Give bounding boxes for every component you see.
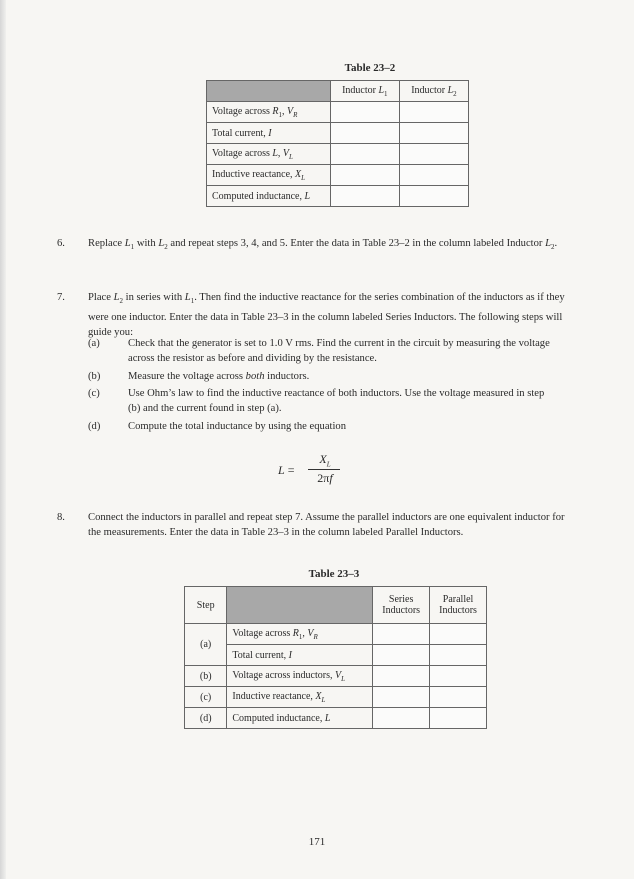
equation-numerator: $X_L$ [319,452,331,469]
table-row-label: Inductive reactance, $X_L$ [227,687,373,708]
substep-a-label: (a) [88,338,100,349]
data-cell[interactable] [330,165,399,186]
table-row-label: Total current, I [227,645,373,666]
data-cell[interactable] [430,687,487,708]
column-header-step: Step [185,587,227,624]
table-row-label: Voltage across $R_1$, $V_R$ [227,624,373,645]
table-23-2-caption: Table 23–2 [344,62,396,74]
data-cell[interactable] [373,687,430,708]
table-header-shaded [227,587,373,624]
table-header-shaded [207,81,331,102]
data-cell[interactable] [330,186,399,207]
step-6-text: Replace $L_1$ with $L_2$ and repeat steps 3, 4, and 5. Enter the data in Table 23–2 in the column labeled Inductor $L_2$. [88,238,558,252]
step-cell-d: (d) [185,708,227,729]
table-row-label: Voltage across L, $V_L$ [207,144,331,165]
data-cell[interactable] [430,708,487,729]
column-header-parallel-inductors: Parallel Inductors [430,587,487,624]
equation-lhs: L = [278,463,295,477]
step-7-text: Place $L_2$ in series with $L_1$. Then find the inductive reactance for the series combination of the inductors as if they were one inductor. Enter the data in Table 23–3 in the column labeled Series Inductors. The following steps will guide you: [88,292,565,338]
substep-a-text: Check that the generator is set to 1.0 V rms. Find the current in the circuit by measuring the voltage across the resistor as before and dividing by the resistance. [128,338,550,365]
data-cell[interactable] [430,624,487,645]
page-binding-edge [0,0,6,879]
step-cell-c: (c) [185,687,227,708]
page-number: 171 [308,836,326,848]
data-cell[interactable] [430,645,487,666]
data-cell[interactable] [330,102,399,123]
substep-c-label: (c) [88,388,100,399]
substep-d-label: (d) [88,421,101,432]
column-header-series-inductors: Series Inductors [373,587,430,624]
table-row-label: Computed inductance, L [207,186,331,207]
step-cell-a: (a) [185,624,227,666]
substep-b-text: Measure the voltage across both inductors. [128,371,310,382]
data-cell[interactable] [373,645,430,666]
data-cell[interactable] [330,144,399,165]
table-row-label: Inductive reactance, $X_L$ [207,165,331,186]
data-cell[interactable] [399,102,468,123]
substep-c-text: Use Ohm’s law to find the inductive reactance of both inductors. Use the voltage measured in step (b) and the current found in step (a). [128,388,545,415]
table-row-label: Voltage across inductors, $V_L$ [227,666,373,687]
table-23-2 [206,80,469,207]
data-cell[interactable] [373,708,430,729]
inductance-equation [278,452,368,492]
step-8-number: 8. [57,512,65,523]
substep-d-text: Compute the total inductance by using the equation [128,421,347,432]
step-8-text: Connect the inductors in parallel and repeat step 7. Assume the parallel inductors are one equivalent inductor for the measurements. Enter the data in Table 23–3 in the column labeled Parallel Inductors. [88,512,565,539]
table-row-label: Voltage across $R_1$, $V_R$ [207,102,331,123]
data-cell[interactable] [399,144,468,165]
table-row-label: Computed inductance, L [227,708,373,729]
table-23-3-caption: Table 23–3 [308,568,360,580]
table-23-3 [184,586,487,729]
data-cell[interactable] [330,123,399,144]
equation-fraction-bar [308,469,340,470]
substep-b-label: (b) [88,371,101,382]
equation-denominator: 2πf [317,471,333,485]
step-cell-b: (b) [185,666,227,687]
data-cell[interactable] [399,186,468,207]
step-6-number: 6. [57,238,65,249]
data-cell[interactable] [399,123,468,144]
data-cell[interactable] [373,624,430,645]
step-7-number: 7. [57,292,65,303]
column-header-inductor-l1: Inductor $L_1$ [330,81,399,102]
table-row-label: Total current, I [207,123,331,144]
data-cell[interactable] [430,666,487,687]
column-header-inductor-l2: Inductor $L_2$ [399,81,468,102]
data-cell[interactable] [399,165,468,186]
data-cell[interactable] [373,666,430,687]
